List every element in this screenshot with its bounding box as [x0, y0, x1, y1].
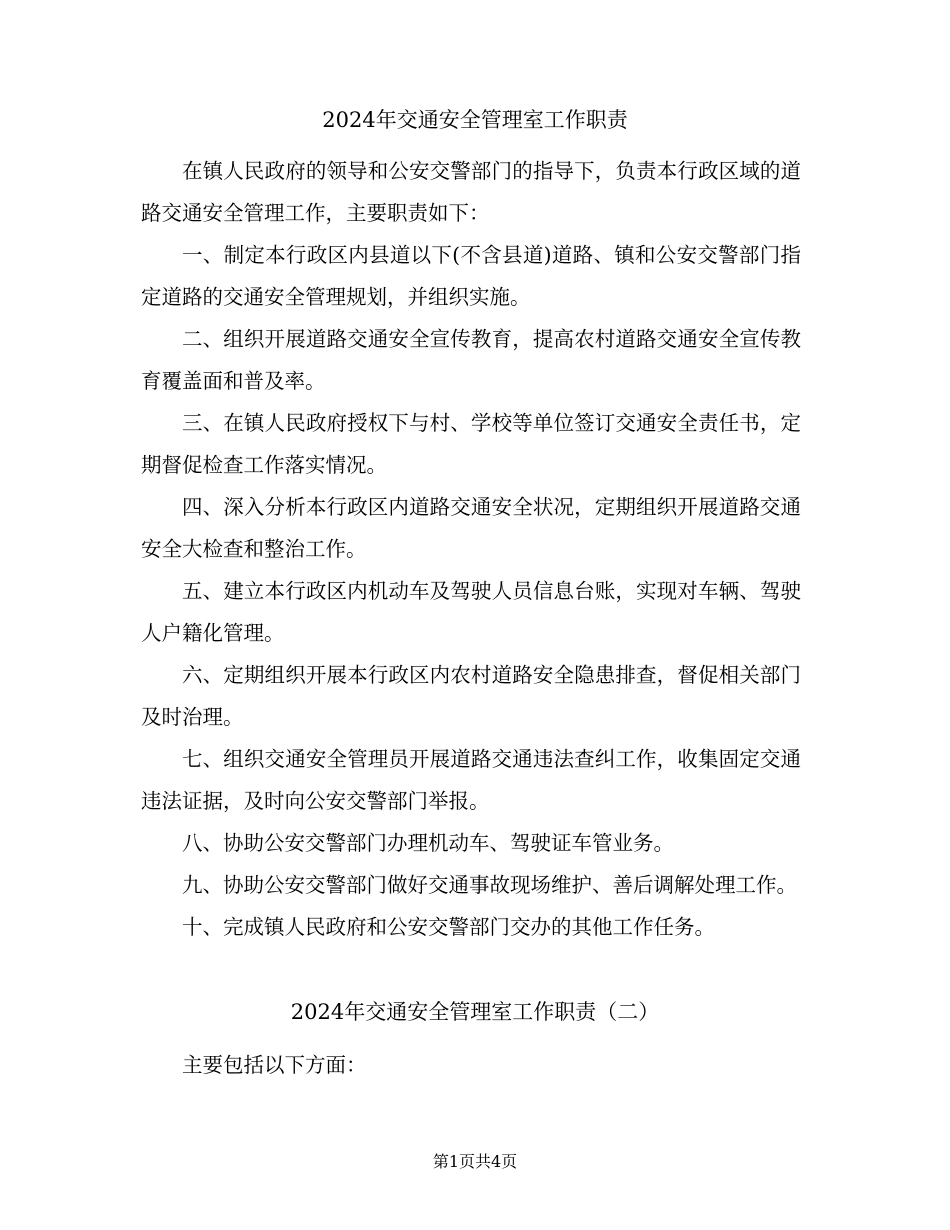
section-2-body — [141, 1044, 801, 1086]
duty-item-2: 二、组织开展道路交通安全宣传教育，提高农村道路交通安全宣传教育覆盖面和普及率。 — [141, 327, 801, 393]
duty-item-6: 六、定期组织开展本行政区内农村道路安全隐患排查，督促相关部门及时治理。 — [141, 663, 801, 729]
duty-item-8: 八、协助公安交警部门办理机动车、驾驶证车管业务。 — [182, 831, 674, 855]
intro-paragraph: 在镇人民政府的领导和公安交警部门的指导下，负责本行政区域的道路交通安全管理工作，主要职责如下： — [141, 159, 801, 225]
duty-item-9: 九、协助公安交警部门做好交通事故现场维护、善后调解处理工作。 — [182, 873, 797, 897]
duty-item-1: 一、制定本行政区内县道以下(不含县道)道路、镇和公安交警部门指定道路的交通安全管理规划，并组织实施。 — [141, 243, 801, 309]
duty-item-4: 四、深入分析本行政区内道路交通安全状况，定期组织开展道路交通安全大检查和整治工作。 — [141, 495, 801, 561]
duty-item-3: 三、在镇人民政府授权下与村、学校等单位签订交通安全责任书，定期督促检查工作落实情况。 — [141, 411, 801, 477]
duty-item-7: 七、组织交通安全管理员开展道路交通违法查纠工作，收集固定交通违法证据，及时向公安交警部门举报。 — [141, 747, 801, 813]
duty-item-10: 十、完成镇人民政府和公安交警部门交办的其他工作任务。 — [182, 915, 715, 939]
duty-item-5: 五、建立本行政区内机动车及驾驶人员信息台账，实现对车辆、驾驶人户籍化管理。 — [141, 579, 801, 645]
section-2-paragraph: 主要包括以下方面： — [182, 1053, 367, 1077]
document-title: 2024年交通安全管理室工作职责 — [322, 108, 628, 132]
page-number: 第1页共4页 — [432, 1152, 518, 1171]
section-2-title: 2024年交通安全管理室工作职责（二） — [290, 1000, 660, 1024]
document-body — [141, 150, 801, 948]
